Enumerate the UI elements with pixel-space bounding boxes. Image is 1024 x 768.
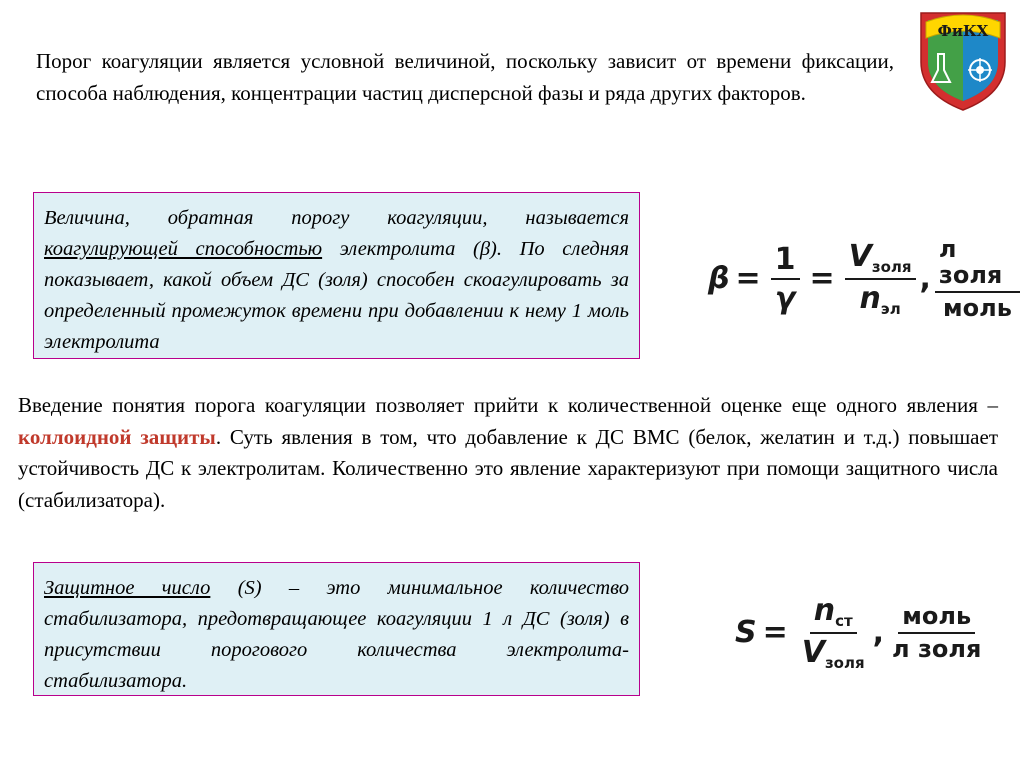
formula1-lhs: β	[708, 261, 730, 297]
para2-after: . Суть явления в том, что добавление к ДС ВМС (белок, желатин и т.д.) повышает устойчивость ДС к электролитам. Количественно это явление характеризуют при помощи защитного числа (стабилизатора).	[18, 424, 999, 512]
formula2-eq: =	[762, 615, 788, 650]
definition-box-coagulating-ability	[33, 192, 640, 359]
formula1-eq-2: =	[809, 261, 835, 297]
formula-s	[735, 594, 989, 671]
formula1-one: 1	[771, 243, 800, 280]
box2-rest: (S) – это минимальное количество стабилизатора, предотвращающее коагуляции 1 л ДС (золя) в присутствии порогового количества электролита-стабилизатора.	[44, 577, 630, 692]
department-shield-logo	[918, 10, 1008, 112]
formula2-numerator	[810, 594, 857, 634]
colloid-protection-paragraph	[18, 390, 998, 516]
formula2-lhs: S	[735, 615, 757, 650]
intro-paragraph: Порог коагуляции является условной величиной, поскольку зависит от времени фиксации, способа наблюдения, концентрации частиц дисперсной фазы и ряда других факторов.	[36, 49, 894, 105]
formula1-unit	[935, 236, 1020, 321]
formula1-comma: ,	[919, 261, 931, 297]
formula2-unit-num: моль	[898, 603, 975, 633]
para2-highlight: коллоидной защиты	[18, 424, 216, 449]
formula1-v: V	[848, 239, 872, 275]
formula2-frac-ratio	[798, 594, 869, 671]
formula2-n-sub: ст	[835, 612, 853, 630]
box1-rest: электролита (β). По следняя показывает, какой объем ДС (золя) способен скоагулировать за определенный промежуток времени при добавлении к нему 1 моль электролита	[44, 238, 629, 353]
formula1-unit-den: моль	[943, 293, 1012, 322]
definition-box-protective-number	[33, 562, 640, 696]
box2-term: Защитное число	[44, 577, 211, 599]
para2-before: Введение понятия порога коагуляции позволяет прийти к количественной оценке еще одного явления –	[18, 393, 998, 417]
formula-beta	[708, 236, 1024, 321]
formula2-v: V	[801, 634, 825, 670]
formula2-n: n	[813, 593, 836, 628]
box1-term: коагулирующей способностью	[44, 238, 323, 260]
formula2-comma: ,	[872, 615, 885, 650]
formula2-unit-den: л золя	[892, 634, 982, 663]
logo-text: ФиКХ	[937, 22, 989, 40]
formula2-denominator	[798, 634, 869, 672]
formula1-frac-reciprocal	[771, 243, 800, 315]
formula1-frac-ratio	[845, 240, 916, 317]
formula1-n-sub: эл	[880, 299, 901, 318]
formula2-unit	[888, 603, 985, 662]
formula1-n: n	[859, 280, 881, 316]
formula1-denominator	[855, 280, 904, 318]
formula1-unit-num: л золя	[935, 236, 1020, 293]
formula1-eq-1: =	[735, 261, 761, 297]
formula2-v-sub: золя	[824, 653, 865, 672]
formula1-gamma: γ	[774, 280, 796, 316]
formula1-v-sub: золя	[871, 258, 912, 277]
formula1-numerator	[845, 240, 916, 280]
box1-intro: Величина, обратная порогу коагуляции, называется	[44, 207, 629, 229]
